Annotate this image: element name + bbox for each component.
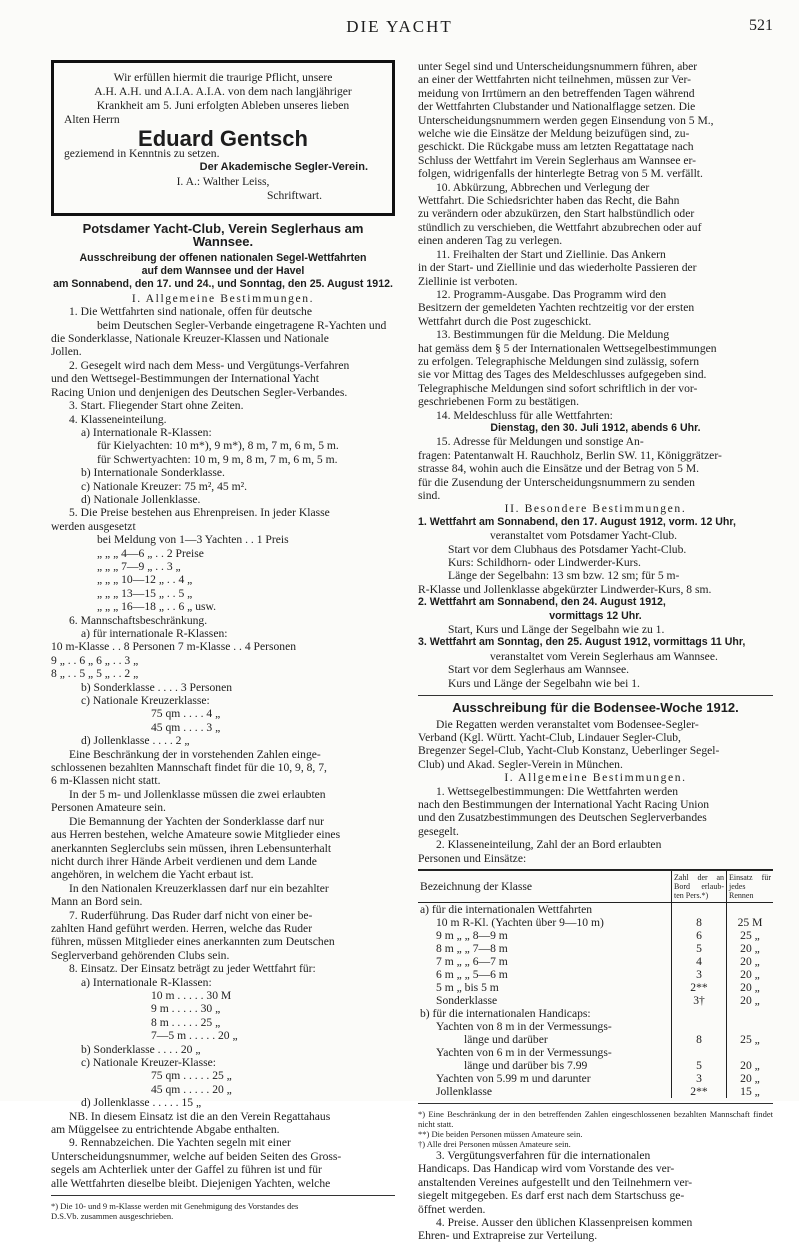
text-line: b) Internationale Sonderklasse. (81, 466, 225, 480)
text-line: Kurs: Schildhorn- oder Lindwerder-Kurs. (448, 556, 641, 570)
text-line: Ziellinie ist verboten. (418, 274, 518, 288)
section-heading: Potsdamer Yacht-Club, Verein Seglerhaus am Wannsee. (82, 220, 364, 250)
text-line: zu erfolgen. Telegraphische Meldungen sind zulässig, sofern (418, 354, 700, 368)
text-line: Personen Amateure sein. (51, 801, 166, 815)
text-line: 45 qm . . . . . 20 „ (151, 1082, 232, 1096)
text-line: schlossenen bezahlten Mannschaft findet für die 10, 9, 8, 7, (51, 761, 327, 775)
table-cell: 5 m „ bis 5 m (436, 980, 499, 994)
text-line: „ „ „ 10—12 „ . . 4 „ (97, 573, 193, 587)
obituary-line: A.H. A.H. und A.I.A. A.I.A. von dem nach langjähriger (94, 85, 352, 98)
text-line: zahlten Hand geführt werden. Herren, welche das Ruder (51, 921, 313, 935)
obituary-notice: geziemend in Kenntnis zu setzen. (64, 147, 220, 161)
text-line: Seglerverband gehörenden Clubs sein. (51, 948, 230, 962)
table-row (418, 942, 773, 955)
table-row (418, 1046, 773, 1059)
table-row (418, 968, 773, 981)
text-line: für Schwertyachten: 10 m, 9 m, 8 m, 7 m, 6 m, 5 m. (97, 452, 338, 466)
text-line: Telegraphische Meldungen sind sofort schriftlich in der vor- (418, 381, 698, 395)
deceased-name: Eduard Gentsch (138, 126, 308, 151)
text-line: 6 m-Klassen nicht statt. (51, 774, 161, 788)
text-line: 1. Wettfahrt am Sonnabend, den 17. August 1912, vorm. 12 Uhr, (418, 515, 736, 528)
text-line: d) Jollenklasse . . . . . 15 „ (81, 1096, 202, 1110)
table-row (418, 902, 773, 916)
obituary-club: Der Akademische Segler-Verein. (199, 161, 368, 174)
table-cell: 6 (672, 929, 727, 942)
text-line: 9 „ . . 6 „ 6 „ . . 3 „ (51, 653, 139, 667)
text-line: sie vor Mittag des Tages des Meldeschlusses aufgegeben sind. (418, 368, 707, 382)
obituary-line: Wir erfüllen hiermit die traurige Pflicht, unsere (113, 71, 333, 84)
table-cell: 5 (672, 1059, 727, 1072)
text-line: Besitzern der gemeldeten Yachten rechtzeitig vor der ersten (418, 301, 695, 315)
text-line: welche wie die Einsätze der Meldung beizufügen sind, zu- (418, 127, 690, 141)
table-cell: 25 „ (727, 929, 774, 942)
text-line: der Wettfahrten Clubstander und Nationalflagge setzen. Die (418, 100, 696, 114)
text-line: 9. Rennabzeichen. Die Yachten segeln mit einer (69, 1136, 291, 1150)
table-cell: 2** (672, 981, 727, 994)
text-line: 9 m . . . . . 30 „ (151, 1002, 221, 1016)
text-line: c) Nationale Kreuzer-Klasse: (81, 1056, 216, 1069)
text-line: NB. In diesem Einsatz ist die an den Verein Regattahaus (69, 1109, 331, 1123)
text-line: 2. Klasseneinteilung, Zahl der an Bord erlaubten (436, 838, 662, 852)
text-line: folgen, widrigenfalls der hinterlegte Betrag von 5 M. verfällt. (418, 167, 703, 181)
text-line: fragen: Patentanwalt H. Rauchholz, Berlin SW. 11, Königgrätzer- (418, 448, 722, 462)
text-line: 6. Mannschaftsbeschränkung. (69, 613, 208, 627)
text-line: sind. (418, 489, 441, 502)
text-line: für Kielyachten: 10 m*), 9 m*), 8 m, 7 m, 6 m, 5 m. (97, 439, 339, 453)
text-line: 12. Programm-Ausgabe. Das Programm wird den (436, 287, 667, 301)
text-line: d) Jollenklasse . . . . 2 „ (81, 734, 190, 748)
text-line: d) Nationale Jollenklasse. (81, 492, 201, 506)
text-line: R-Klasse und Jollenklasse abgekürzter Lindwerder-Kurs, 8 sm. (418, 582, 712, 596)
text-line: Start vor dem Clubhaus des Potsdamer Yacht-Club. (448, 542, 687, 556)
table-row (418, 1059, 773, 1072)
text-line: *) Eine Beschränkung der in den betreffenden Zahlen eingeschlossenen bezahlten Mannschaft findet nicht statt. (418, 1108, 773, 1129)
text-line: Die Bemannung der Yachten der Sonderklasse darf nur (69, 814, 324, 828)
table-cell: 20 „ (727, 968, 774, 981)
text-line: geschriebenen Form zu bestätigen. (418, 395, 579, 409)
table-cell: 3 (672, 1072, 727, 1085)
text-line: Schluss der Wettfahrt im Verein Seglerhaus am Wannsee er- (418, 153, 697, 167)
text-line: „ „ „ 13—15 „ . . 5 „ (97, 586, 193, 600)
table-header: Einsatz für jedes Rennen (727, 870, 774, 903)
text-line: a) Internationale R-Klassen: (81, 975, 212, 989)
text-line: 75 qm . . . . 4 „ (151, 707, 221, 721)
table-cell: Sonderklasse (436, 993, 498, 1007)
table-cell: Yachten von 5.99 m und darunter (436, 1071, 591, 1085)
table-row (418, 916, 773, 929)
table-cell (672, 1046, 727, 1059)
text-line: 2. Wettfahrt am Sonnabend, den 24. August 1912, (418, 596, 666, 609)
text-line: veranstaltet vom Verein Seglerhaus am Wannsee. (490, 649, 718, 663)
table-cell: 7 m „ „ 6—7 m (436, 954, 508, 968)
text-line: öffnet werden. (418, 1202, 486, 1216)
text-line: 2. Gesegelt wird nach dem Mess- und Vergütungs-Verfahren (69, 358, 350, 372)
table-cell: 20 „ (727, 942, 774, 955)
text-line: 7—5 m . . . . . 20 „ (151, 1029, 238, 1043)
obituary-box (51, 60, 395, 216)
text-line: vormittags 12 Uhr. (549, 609, 642, 622)
text-line: an einer der Wettfahrten nicht teilnehmen, müssen zur Ver- (418, 73, 692, 87)
table-row (418, 994, 773, 1007)
table-cell: a) für die internationalen Wettfahrten (420, 902, 593, 916)
table-cell: 20 „ (727, 981, 774, 994)
text-line: in der Start- und Ziellinie und das wiederholte Passieren der (418, 261, 697, 275)
section-heading: Ausschreibung für die Bodensee-Woche 1912. (452, 700, 739, 716)
left-column (51, 60, 395, 1221)
text-line: Wettfahrt. Die Schiedsrichter haben das Recht, die Bahn (418, 194, 680, 208)
text-line: 14. Meldeschluss für alle Wettfahrten: (436, 408, 613, 422)
text-line: und den Zusatzbestimmungen des Deutschen Seglerverbandes (418, 811, 707, 825)
text-line: Wettfahrt durch die Post zugeschickt. (418, 314, 592, 328)
text-line: **) Die beiden Personen müssen Amateure sein. (418, 1128, 583, 1139)
text-line: bei Meldung von 1—3 Yachten . . 1 Preis (97, 533, 289, 547)
text-line: und den Wettsegel-Bestimmungen der International Yacht (51, 372, 320, 386)
text-line: b) Sonderklasse . . . . 20 „ (81, 1042, 201, 1056)
table-cell: 8 m „ „ 7—8 m (436, 941, 508, 955)
class-table (418, 869, 773, 1098)
text-line: für die Zusendung der Unterscheidungsnummern zu senden (418, 475, 695, 489)
table-cell: 10 m R-Kl. (Yachten über 9—10 m) (436, 915, 604, 929)
section-rule (418, 695, 773, 696)
page-number: 521 (749, 17, 773, 34)
table-cell (727, 1020, 774, 1033)
text-line: 8 m . . . . . 25 „ (151, 1015, 221, 1029)
table-cell: 6 m „ „ 5—6 m (436, 967, 508, 981)
text-line: In der 5 m- und Jollenklasse müssen die zwei erlaubten (69, 787, 326, 801)
table-cell (727, 902, 774, 916)
text-line: Eine Beschränkung der in vorstehenden Zahlen einge- (69, 747, 321, 761)
text-line: Kurs und Länge der Segelbahn wie bei 1. (448, 676, 640, 690)
text-line: hat gemäss dem § 5 der Internationalen Wettsegelbestimmungen (418, 341, 717, 355)
text-line: †) Alle drei Personen müssen Amateure sein. (418, 1138, 571, 1149)
text-line: „ „ „ 16—18 „ . . 6 „ usw. (97, 600, 217, 614)
text-line: 10. Abkürzung, Abbrechen und Verlegung der (436, 180, 650, 194)
text-line: nicht durch ihrer Hände Arbeit verdienen und dem Lande (51, 854, 317, 868)
text-line: anstaltenden Vereines aufgestellt und den Teilnehmern ver- (418, 1175, 693, 1189)
obituary-line: Alten Herrn (64, 113, 120, 126)
text-line: a) Internationale R-Klassen: (81, 425, 212, 439)
text-line: am Müggelsee zu entrichtende Abgabe enthalten. (51, 1123, 280, 1137)
text-line: Unterscheidungsnummern werden gegen Einsendung von 5 M., (418, 113, 714, 127)
text-line: Start vor dem Seglerhaus am Wannsee. (448, 663, 630, 677)
text-line: 10 m . . . . . 30 M (151, 988, 232, 1002)
table-row (418, 1020, 773, 1033)
text-line: auf dem Wannsee und der Havel (141, 265, 305, 278)
text-line: die Sonderklasse, Nationale Kreuzer-Klassen und Nationale (51, 332, 329, 346)
text-line: gesegelt. (418, 824, 459, 838)
text-line: meidung von Irrtümern an den betreffenden Tagen während (418, 86, 695, 100)
text-line: 11. Freihalten der Start und Ziellinie. Das Ankern (436, 247, 666, 261)
text-line: einen anderen Tag zu verlegen. (418, 234, 563, 248)
text-line: siegelt mitgegeben. Es darf erst nach dem Startschuss ge- (418, 1189, 685, 1203)
text-line: 13. Bestimmungen für die Meldung. Die Meldung (436, 328, 670, 342)
text-line: geschickt. Die Rückgabe muss am letzten Regattatage nach (418, 140, 694, 154)
text-line: b) Sonderklasse . . . . 3 Personen (81, 680, 233, 694)
text-line: Verband (Kgl. Württ. Yacht-Club, Lindauer Segler-Club, (418, 730, 681, 744)
table-cell: Jollenklasse (436, 1084, 493, 1098)
text-line: I. Allgemeine Bestimmungen. (504, 771, 687, 785)
footnote: D.S.Vb. zusammen ausgeschrieben. (51, 1211, 174, 1222)
journal-title: DIE YACHT (346, 17, 453, 36)
table-row (418, 1072, 773, 1085)
text-line: 3. Start. Fliegender Start ohne Zeiten. (69, 399, 244, 413)
text-line: II. Besondere Bestimmungen. (504, 502, 687, 516)
text-line: am Sonnabend, den 17. und 24., und Sonntag, den 25. August 1912. (53, 278, 393, 291)
text-line: alle Wettfahrten dieselbe bleibt. Diejenigen Yachten, welche (51, 1176, 331, 1190)
text-line: beim Deutschen Segler-Verbande eingetragene R-Yachten und (97, 318, 387, 332)
text-line: veranstaltet vom Potsdamer Yacht-Club. (490, 529, 678, 543)
table-cell: 3 (672, 968, 727, 981)
text-line: Personen und Einsätze: (418, 851, 527, 865)
text-line: 10 m-Klasse . . 8 Personen 7 m-Klasse . . 4 Personen (51, 640, 297, 654)
text-line: Ehren- und Extrapreise zur Verteilung. (418, 1229, 598, 1243)
text-line: In den Nationalen Kreuzerklassen darf nur ein bezahlter (69, 881, 329, 895)
text-line: nach den Bestimmungen der International Yacht Racing Union (418, 797, 710, 811)
table-cell (672, 1007, 727, 1020)
table-cell: 20 „ (727, 1072, 774, 1085)
table-cell (672, 902, 727, 916)
table-row (418, 981, 773, 994)
text-line: „ „ „ 4—6 „ . . 2 Preise (97, 546, 204, 560)
text-line: 4. Klasseneinteilung. (69, 412, 167, 426)
text-line: Unterscheidungsnummer, welche auf beiden Seiten des Gross- (51, 1149, 342, 1163)
obituary-signer: I. A.: Walther Leiss, (176, 174, 270, 188)
text-line: Handicaps. Das Handicap wird vom Vorstande des ver- (418, 1162, 675, 1176)
table-row (418, 1007, 773, 1020)
text-line: 8. Einsatz. Der Einsatz beträgt zu jeder Wettfahrt für: (69, 962, 316, 976)
table-cell: 5 (672, 942, 727, 955)
table-cell: 8 (672, 1033, 727, 1046)
table-row (418, 1033, 773, 1046)
text-line: 15. Adresse für Meldungen und sonstige An- (436, 435, 644, 449)
table-cell (672, 1020, 727, 1033)
text-line: I. Allgemeine Bestimmungen. (131, 291, 315, 305)
text-line: c) Nationale Kreuzerklasse: (81, 694, 210, 708)
text-line: angehören, in welchem die Yacht erbaut ist. (51, 868, 254, 882)
table-cell: 9 m „ „ 8—9 m (436, 928, 508, 942)
table-cell: 20 „ (727, 1059, 774, 1072)
table-cell: 8 (672, 916, 727, 929)
text-line: c) Nationale Kreuzer: 75 m², 45 m². (81, 479, 247, 493)
table-cell: 25 M (727, 916, 774, 929)
table-cell: 3† (672, 994, 727, 1007)
table-header: Zahl der an Bord erlaub-ten Pers.*) (672, 870, 727, 903)
text-line: Bregenzer Segel-Club, Yacht-Club Konstanz, Ueberlinger Segel- (418, 744, 720, 758)
text-line: 7. Ruderführung. Das Ruder darf nicht von einer be- (69, 908, 313, 922)
table-cell: 20 „ (727, 994, 774, 1007)
text-line: Dienstag, den 30. Juli 1912, abends 6 Uhr. (490, 421, 701, 434)
obituary-role: Schriftwart. (266, 188, 322, 202)
text-line: „ „ „ 7—9 „ . . 3 „ (97, 559, 181, 573)
text-line: Mann an Bord sein. (51, 895, 143, 909)
table-cell: 15 „ (727, 1085, 774, 1098)
text-line: 75 qm . . . . . 25 „ (151, 1069, 232, 1083)
table-cell: Yachten von 8 m in der Vermessungs- (436, 1019, 612, 1033)
text-line: 45 qm . . . . 3 „ (151, 720, 221, 734)
text-line: Racing Union und denjenigen des Deutschen Segler-Verbandes. (51, 385, 348, 399)
table-cell: Yachten von 6 m in der Vermessungs- (436, 1045, 612, 1059)
text-line: Club) und Akad. Segler-Verein in München. (418, 757, 623, 771)
text-line: segels am Achterliek unter der Gaffel zu führen ist und für (51, 1163, 322, 1177)
text-line: Start, Kurs und Länge der Segelbahn wie zu 1. (448, 623, 665, 637)
table-cell: 2** (672, 1085, 727, 1098)
text-line: 4. Preise. Ausser den üblichen Klassenpreisen kommen (436, 1216, 693, 1229)
table-cell (727, 1007, 774, 1020)
text-line: Ausschreibung der offenen nationalen Segel-Wettfahrten (79, 251, 367, 264)
text-line: a) für internationale R-Klassen: (81, 627, 228, 640)
text-line: stündlich zu verschieben, die Wettfahrt abzubrechen oder auf (418, 220, 702, 234)
page-header (0, 0, 799, 40)
text-line: aus Herren bestehen, welche Amateure sowie Mitglieder eines (51, 828, 341, 842)
text-line: strasse 84, wohin auch die Einsätze und der Betrag von 5 M. (418, 462, 700, 476)
table-row (418, 955, 773, 968)
text-line: 5. Die Preise bestehen aus Ehrenpreisen. In jeder Klasse (69, 506, 330, 520)
text-line: Jollen. (51, 345, 82, 359)
table-cell: länge und darüber (464, 1032, 548, 1046)
text-line: führen, müssen Mitglieder eines anerkannten zum Deutschen (51, 935, 335, 949)
table-cell: b) für die internationalen Handicaps: (420, 1006, 591, 1020)
right-column (418, 60, 773, 1243)
footnote-rule (51, 1195, 395, 1196)
text-line: werden ausgesetzt (51, 519, 136, 533)
text-line: 1. Wettsegelbestimmungen: Die Wettfahrten werden (436, 784, 679, 798)
footnote: *) Die 10- und 9 m-Klasse werden mit Genehmigung des Vorstandes des (51, 1201, 299, 1212)
obituary-line: Krankheit am 5. Juni erfolgten Ableben unseres lieben (96, 99, 350, 112)
table-row (418, 929, 773, 942)
text-line: 3. Wettfahrt am Sonntag, den 25. August 1912, vormittags 11 Uhr, (418, 636, 746, 649)
table-cell: 20 „ (727, 955, 774, 968)
table-cell: 25 „ (727, 1033, 774, 1046)
table-cell (727, 1046, 774, 1059)
text-line: 1. Die Wettfahrten sind nationale, offen für deutsche (69, 305, 312, 319)
text-line: unter Segel sind und Unterscheidungsnummern führen, aber (418, 60, 698, 73)
table-header: Bezeichnung der Klasse (418, 870, 672, 903)
text-line: 8 „ . . 5 „ 5 „ . . 2 „ (51, 667, 139, 681)
table-row (418, 1085, 773, 1098)
table-cell: länge und darüber bis 7.99 (464, 1058, 588, 1072)
text-line: 3. Vergütungsverfahren für die internationalen (436, 1148, 651, 1162)
table-rule (418, 1103, 773, 1104)
text-line: anerkannten Seglerclubs sein müssen, ihren Lebensunterhalt (51, 841, 332, 855)
text-line: Die Regatten werden veranstaltet vom Bodensee-Segler- (436, 717, 699, 731)
table-cell: 4 (672, 955, 727, 968)
text-line: zu verändern oder abzukürzen, den Start halbstündlich oder (418, 207, 695, 221)
text-line: Länge der Segelbahn: 13 sm bzw. 12 sm; für 5 m- (448, 569, 680, 583)
